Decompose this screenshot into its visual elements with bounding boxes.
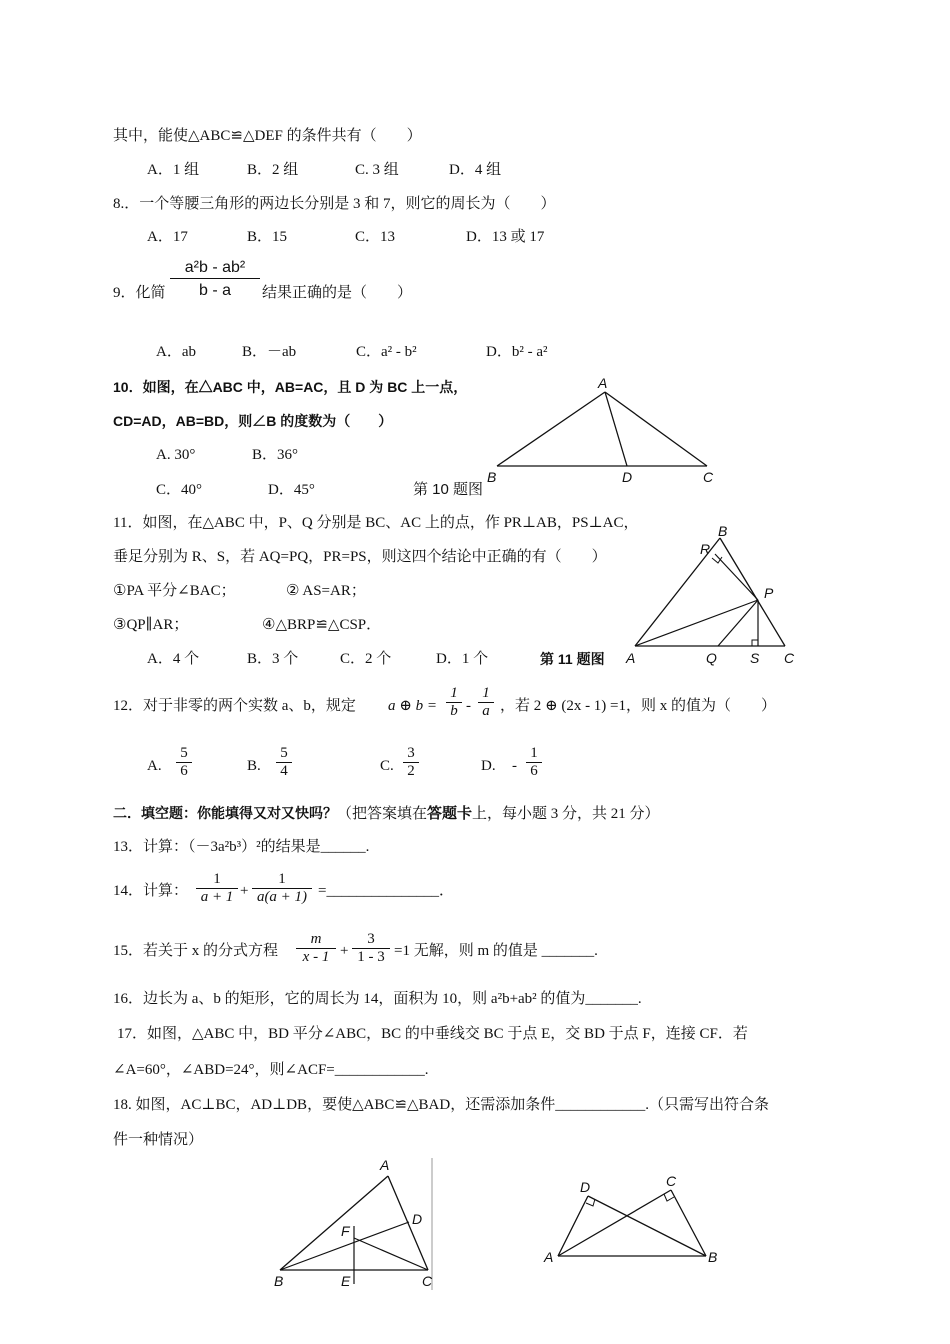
q12-condition: ，若 2 ⊕ (2x - 1) =1，则 x 的值为（ ） — [500, 698, 777, 714]
section2-note-pre: （把答案填在 — [337, 806, 428, 822]
q14-fraction-2-num: 1 — [278, 871, 286, 887]
q10-option-d: D．45° — [268, 482, 315, 498]
q18-line2: 件一种情况） — [113, 1132, 204, 1148]
q14-fraction-2-den: a(a + 1) — [252, 888, 312, 906]
q10-label-b: B — [487, 469, 497, 485]
q15-fraction-2 — [352, 931, 390, 966]
q17-label-a: A — [380, 1157, 390, 1173]
q15-plus: + — [340, 943, 349, 959]
section2-heading — [113, 804, 660, 823]
q11-option-c: C．2 个 — [340, 651, 392, 667]
q15-fraction-1-den: x - 1 — [296, 948, 336, 966]
q13-text: 13．计算：（－3a²b³）²的结果是______. — [113, 839, 370, 855]
q15-fraction-1-num: m — [310, 931, 322, 947]
q7-option-a: A．1 组 — [147, 162, 200, 178]
q12-option-d-num: 1 — [530, 745, 538, 761]
q10-label-d: D — [622, 469, 633, 485]
q12-option-d-fraction — [526, 745, 542, 780]
q9-fraction-numerator: a²b - ab² — [184, 259, 246, 276]
q14-fraction-2 — [252, 871, 312, 906]
q9-prefix: 9．化简 — [113, 285, 166, 301]
q15-suffix: =1 无解，则 m 的值是 _______. — [394, 943, 598, 959]
q7-stem: 其中，能使△ABC≌△DEF 的条件共有（ ） — [113, 128, 422, 144]
q9-suffix: 结果正确的是（ ） — [262, 285, 413, 301]
q9-option-a: A．ab — [156, 344, 196, 360]
q10-option-b: B．36° — [252, 447, 299, 463]
q12-option-c-num: 3 — [407, 745, 415, 761]
section2-note-bold: 答题卡 — [427, 806, 473, 822]
q12-option-d-sign: - — [512, 758, 517, 774]
q12-option-b-fraction — [276, 745, 292, 780]
q12-option-c-fraction — [403, 745, 419, 780]
q17-label-e: E — [341, 1273, 351, 1289]
q8-stem: 8.．一个等腰三角形的两边长分别是 3 和 7，则它的周长为（ ） — [113, 196, 556, 212]
q14-fraction-1-num: 1 — [213, 871, 221, 887]
q12-def-fraction-2-den: a — [478, 702, 494, 720]
q11-statement-2: ② AS=AR； — [286, 583, 366, 599]
q12-option-a-fraction — [176, 745, 192, 780]
q18-line1: 18. 如图，AC⊥BC，AD⊥DB，要使△ABC≌△BAD，还需添加条件____________.（只需写出符合条 — [113, 1097, 769, 1113]
q11-option-d: D．1 个 — [436, 651, 489, 667]
q11-label-p: P — [764, 585, 774, 601]
q10-label-c: C — [703, 469, 714, 485]
q12-option-c-label: C. — [380, 758, 394, 774]
q9-option-c: C．a² - b² — [356, 344, 417, 360]
q17-label-f: F — [341, 1223, 350, 1239]
q10-figure — [485, 372, 717, 488]
q12-def-fraction-2-num: 1 — [482, 685, 490, 701]
q10-line2: CD=AD，AB=BD，则∠B 的度数为（ ） — [113, 413, 393, 429]
q12-option-a-den: 6 — [176, 762, 192, 780]
section2-title: 二．填空题：你能填得又对又快吗？ — [113, 805, 337, 821]
q11-label-s: S — [750, 650, 760, 666]
q15-prefix: 15．若关于 x 的分式方程 — [113, 943, 279, 959]
q14-suffix: =_______________． — [318, 883, 454, 899]
q11-line1: 11．如图，在△ABC 中，P、Q 分别是 BC、AC 上的点，作 PR⊥AB，PS⊥AC， — [113, 515, 639, 531]
q9-fraction-denominator: b - a — [170, 278, 260, 299]
q12-def-minus: - — [466, 698, 471, 714]
q17-label-c: C — [422, 1273, 433, 1289]
q18-figure — [540, 1170, 726, 1270]
q18-label-a: A — [544, 1249, 554, 1265]
q9-fraction — [170, 259, 260, 299]
q12-def-fraction-1-den: b — [446, 702, 462, 720]
q12-option-a-num: 5 — [180, 745, 188, 761]
q7-option-c: C. 3 组 — [355, 162, 399, 178]
q18-label-c: C — [666, 1173, 677, 1189]
q12-option-d-den: 6 — [526, 762, 542, 780]
q15-fraction-1 — [296, 931, 336, 966]
q14-plus: + — [240, 883, 249, 899]
q11-label-c: C — [784, 650, 795, 666]
q12-prefix: 12．对于非零的两个实数 a、b，规定 — [113, 698, 356, 714]
q16-text: 16．边长为 a、b 的矩形，它的周长为 14，面积为 10，则 a²b+ab² 的值为_______. — [113, 991, 642, 1007]
q10-label-a: A — [598, 375, 608, 391]
q12-option-d-label: D. — [481, 758, 496, 774]
q8-option-d: D．13 或 17 — [466, 229, 545, 245]
q11-option-a: A．4 个 — [147, 651, 200, 667]
q10-caption: 第 10 题图 — [413, 481, 484, 498]
q7-option-d: D．4 组 — [449, 162, 502, 178]
q12-definition-lhs: a ⊕ b = — [388, 698, 437, 714]
q12-option-b-label: B. — [247, 758, 261, 774]
q18-label-d: D — [580, 1179, 591, 1195]
q11-statement-4: ④△BRP≌△CSP． — [262, 617, 382, 633]
q10-option-a: A. 30° — [156, 447, 196, 463]
q10-option-c: C．40° — [156, 482, 203, 498]
q12-option-b-den: 4 — [276, 762, 292, 780]
q17-label-b: B — [274, 1273, 284, 1289]
q11-label-a: A — [626, 650, 636, 666]
q9-option-b: B．－ab — [242, 344, 297, 360]
q12-def-fraction-1-num: 1 — [450, 685, 458, 701]
q17-label-d: D — [412, 1211, 423, 1227]
q11-figure — [620, 520, 802, 670]
q9-option-d: D．b² - a² — [486, 344, 548, 360]
q15-fraction-2-den: 1 - 3 — [352, 948, 390, 966]
q11-option-b: B．3 个 — [247, 651, 299, 667]
q17-line1: 17．如图，△ABC 中，BD 平分∠ABC，BC 的中垂线交 BC 于点 E，交 BD 于点 F，连接 CF．若 — [117, 1026, 748, 1042]
q15-fraction-2-num: 3 — [367, 931, 375, 947]
q8-option-c: C．13 — [355, 229, 396, 245]
q14-fraction-1-den: a + 1 — [196, 888, 238, 906]
q11-statement-1: ①PA 平分∠BAC； — [113, 583, 236, 599]
section2-note-post: 上，每小题 3 分，共 21 分） — [472, 806, 660, 822]
q11-label-q: Q — [706, 650, 717, 666]
q11-label-r: R — [700, 541, 711, 557]
q12-option-a-label: A. — [147, 758, 162, 774]
q17-line2: ∠A=60°，∠ABD=24°，则∠ACF=____________. — [113, 1062, 429, 1078]
q11-caption: 第 11 题图 — [540, 651, 605, 667]
q10-line1: 10．如图，在△ABC 中，AB=AC，且 D 为 BC 上一点， — [113, 379, 468, 395]
q12-def-fraction-1 — [446, 685, 462, 720]
q11-line2: 垂足分别为 R、S，若 AQ=PQ，PR=PS，则这四个结论中正确的有（ ） — [113, 549, 607, 565]
q12-def-fraction-2 — [478, 685, 494, 720]
q11-statement-3: ③QP∥AR； — [113, 617, 189, 633]
q17-figure — [268, 1156, 440, 1292]
q8-option-a: A．17 — [147, 229, 188, 245]
q14-fraction-1 — [196, 871, 238, 906]
q7-option-b: B．2 组 — [247, 162, 299, 178]
q12-option-b-num: 5 — [280, 745, 288, 761]
q14-prefix: 14．计算： — [113, 883, 189, 899]
q12-option-c-den: 2 — [403, 762, 419, 780]
q11-label-b: B — [718, 523, 728, 539]
q18-label-b: B — [708, 1249, 718, 1265]
q8-option-b: B．15 — [247, 229, 288, 245]
